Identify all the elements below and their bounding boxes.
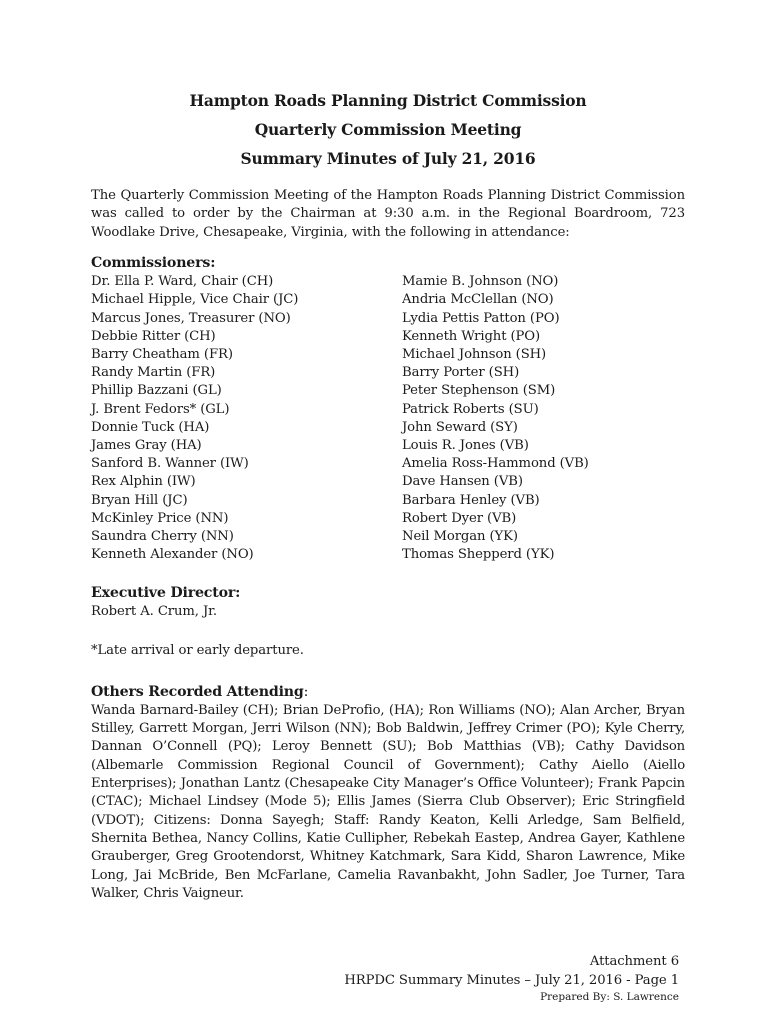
commissioner-name: Amelia Ross-Hammond (VB) <box>402 456 589 472</box>
commissioner-name: Louis R. Jones (VB) <box>402 438 529 454</box>
commissioner-name: McKinley Price (NN) <box>91 510 229 526</box>
commissioner-name: John Seward (SY) <box>402 419 518 435</box>
commissioner-name: Lydia Pettis Patton (PO) <box>402 310 560 326</box>
attachment-label: Attachment 6 <box>589 954 679 969</box>
commissioner-name: Robert Dyer (VB) <box>402 510 517 526</box>
commissioner-name: Randy Martin (FR) <box>91 365 216 381</box>
commissioner-name: Michael Hipple, Vice Chair (JC) <box>91 292 299 308</box>
commissioner-name: Michael Johnson (SH) <box>402 347 547 363</box>
commissioner-name: Neil Morgan (YK) <box>402 529 518 545</box>
intro-paragraph: The Quarterly Commission Meeting of the Hampton Roads Planning District Commission was called to order by the Chairman at 9:30 a.m. in the Regional Boardroom, 723 Woodlake Drive, Chesapeake, Virginia, with the following in attendance: <box>91 188 685 240</box>
commissioner-name: J. Brent Fedors* (GL) <box>91 401 230 417</box>
commissioner-name: Bryan Hill (JC) <box>91 492 188 508</box>
commissioner-name: Saundra Cherry (NN) <box>91 529 234 545</box>
commissioner-name: Marcus Jones, Treasurer (NO) <box>91 310 291 326</box>
meeting-title: Quarterly Commission Meeting <box>254 120 522 139</box>
commissioner-name: Mamie B. Johnson (NO) <box>402 274 559 290</box>
others-attending-heading <box>91 683 685 702</box>
document-page <box>91 86 685 903</box>
executive-director-name: Robert A. Crum, Jr. <box>91 604 218 620</box>
commissioner-name: Thomas Shepperd (YK) <box>402 547 555 563</box>
commissioner-name: Kenneth Alexander (NO) <box>91 547 254 563</box>
commissioner-name: James Gray (HA) <box>91 438 202 454</box>
commissioner-name: Patrick Roberts (SU) <box>402 401 539 417</box>
minutes-title: Summary Minutes of July 21, 2016 <box>240 149 536 168</box>
commissioners-right-column <box>402 273 685 564</box>
prepared-by-label: Prepared By: S. Lawrence <box>540 991 679 1003</box>
commissioner-name: Barbara Henley (VB) <box>402 492 540 508</box>
executive-director-heading: Executive Director: <box>91 585 241 602</box>
others-attending-heading-text: Others Recorded Attending <box>91 683 304 700</box>
others-attending-list: Wanda Barnard-Bailey (CH); Brian DeProfio, (HA); Ron Williams (NO); Alan Archer, Bryan Stilley, Garrett Morgan, Jerri Wilson (NN); Bob Baldwin, Jeffrey Crimer (PO); Kyle Cherry, Dannan O’Connell (PQ); Leroy Bennett (SU); Bob Matthias (VB); Cathy Davidson (Albemarle Commission Regional Council of Government); Cathy Aiello (Aiello Enterprises); Jonathan Lantz (Chesapeake City Manager’s Office Volunteer); Frank Papcin (CTAC); Michael Lindsey (Mode 5); Ellis James (Sierra Club Observer); Eric Stringfield (VDOT); Citizens: Donna Sayegh; Staff: Randy Keaton, Kelli Arledge, Sam Belfield, Shernita Bethea, Nancy Collins, Katie Cullipher, Rebekah Eastep, Andrea Gayer, Kathlene Grauberger, Greg Grootendorst, Whitney Katchmark, Sara Kidd, Sharon Lawrence, Mike Long, Jai McBride, Ben McFarlane, Camelia Ravanbakht, John Sadler, Joe Turner, Tara Walker, Chris Vaigneur. <box>91 702 685 901</box>
commissioner-name: Sanford B. Wanner (IW) <box>91 456 249 472</box>
commissioners-heading: Commissioners: <box>91 255 216 272</box>
late-arrival-note: *Late arrival or early departure. <box>91 642 304 658</box>
page-label: HRPDC Summary Minutes – July 21, 2016 - Page 1 <box>344 973 679 988</box>
commissioners-list <box>91 273 685 564</box>
commissioners-left-column <box>91 273 402 564</box>
page-footer <box>344 952 679 1005</box>
commissioner-name: Peter Stephenson (SM) <box>402 383 556 399</box>
commissioner-name: Andria McClellan (NO) <box>402 292 554 308</box>
org-title: Hampton Roads Planning District Commission <box>189 91 587 110</box>
commissioner-name: Barry Cheatham (FR) <box>91 347 233 363</box>
commissioner-name: Rex Alphin (IW) <box>91 474 196 490</box>
others-attending-heading-colon: : <box>303 683 309 700</box>
commissioner-name: Dave Hansen (VB) <box>402 474 523 490</box>
commissioner-name: Phillip Bazzani (GL) <box>91 383 222 399</box>
commissioner-name: Kenneth Wright (PO) <box>402 328 541 344</box>
commissioner-name: Debbie Ritter (CH) <box>91 328 216 344</box>
commissioner-name: Dr. Ella P. Ward, Chair (CH) <box>91 274 274 290</box>
commissioner-name: Barry Porter (SH) <box>402 365 520 381</box>
commissioner-name: Donnie Tuck (HA) <box>91 419 210 435</box>
